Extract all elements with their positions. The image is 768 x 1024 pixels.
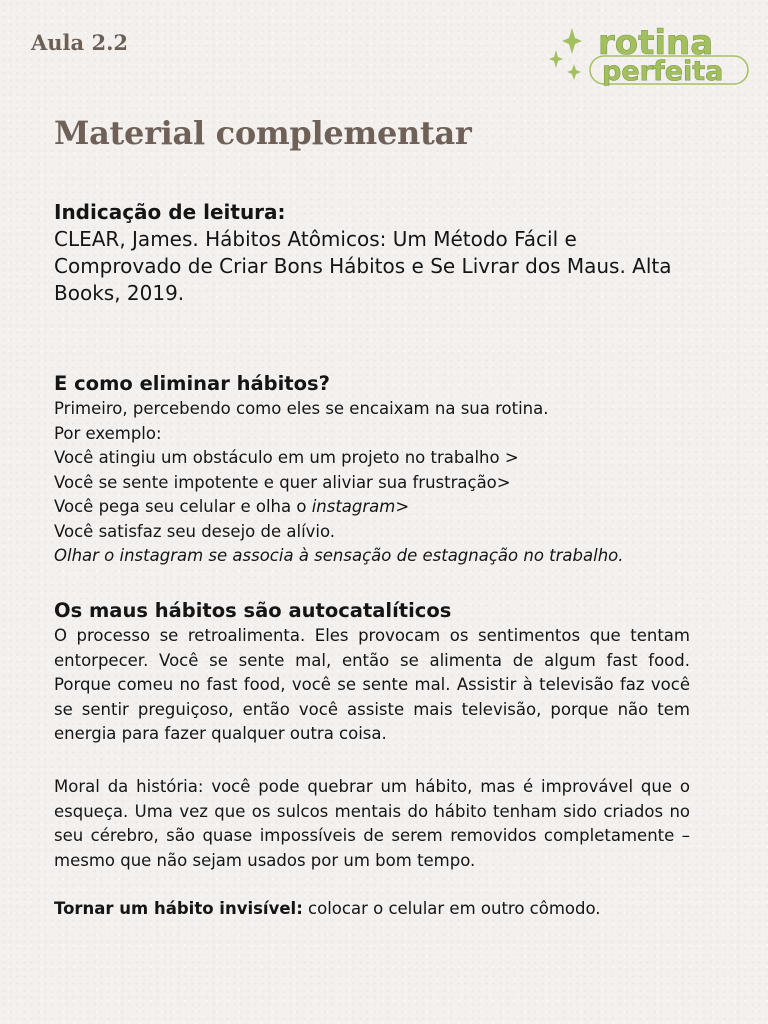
text-line-conclusion: Olhar o instagram se associa à sensação de estagnação no trabalho. (54, 546, 624, 565)
section-autocatalytic (54, 597, 690, 747)
sparkle-icon (562, 28, 582, 54)
text-line: Por exemplo: (54, 423, 162, 443)
tip-paragraph (54, 897, 690, 922)
text-line: Você atingiu um obstáculo em um projeto no trabalho > (54, 448, 519, 467)
page-title: Material complementar (54, 114, 472, 152)
sparkle-icon (567, 64, 581, 80)
section-heading: Os maus hábitos são autocatalíticos (54, 599, 452, 622)
section-eliminate-habits (54, 370, 690, 569)
text-line: Você satisfaz seu desejo de alívio. (54, 521, 336, 541)
text-line (54, 495, 690, 520)
reading-citation: CLEAR, James. Hábitos Atômicos: Um Método Fácil e Comprovado de Criar Bons Hábitos e Se Livrar dos Maus. Alta Books, 2019. (54, 227, 672, 305)
section-heading: E como eliminar hábitos? (54, 372, 330, 395)
paragraph: O processo se retroalimenta. Eles provocam os sentimentos que tentam entorpecer. Você se sente mal, então se alimenta de algum fast food. Porque comeu no fast food, você se sente mal. Assistir à televisão faz você se sentir preguiçoso, então você assiste mais televisão, porque não tem energia para fazer qualquer outra coisa. (54, 626, 690, 743)
text-line: Você se sente impotente e quer aliviar sua frustração> (54, 472, 511, 492)
sparkle-icon (549, 50, 563, 68)
text-emphasis: instagram (311, 497, 396, 516)
tip-label: Tornar um hábito invisível: (54, 899, 303, 918)
text-part: Você pega seu celular e olha o (54, 497, 312, 516)
reading-recommendation (54, 199, 674, 307)
brand-word-2: perfeita (602, 56, 724, 87)
tip-text: colocar o celular em outro cômodo. (302, 899, 601, 918)
reading-heading: Indicação de leitura: (54, 200, 286, 224)
text-line: Primeiro, percebendo como eles se encaixam na sua rotina. (54, 399, 549, 418)
moral-paragraph: Moral da história: você pode quebrar um hábito, mas é improvável que o esqueça. Uma vez que os sulcos mentais do hábito tenham sido criados no seu cérebro, são quase impossíveis de serem removidos completamente – mesmo que não sejam usados por um bom tempo. (54, 777, 690, 870)
brand-logo (542, 20, 752, 90)
text-part: > (395, 497, 410, 516)
lesson-label: Aula 2.2 (31, 30, 128, 55)
brand-word-1: rotina (598, 23, 714, 63)
moral-paragraph-block (54, 775, 690, 873)
